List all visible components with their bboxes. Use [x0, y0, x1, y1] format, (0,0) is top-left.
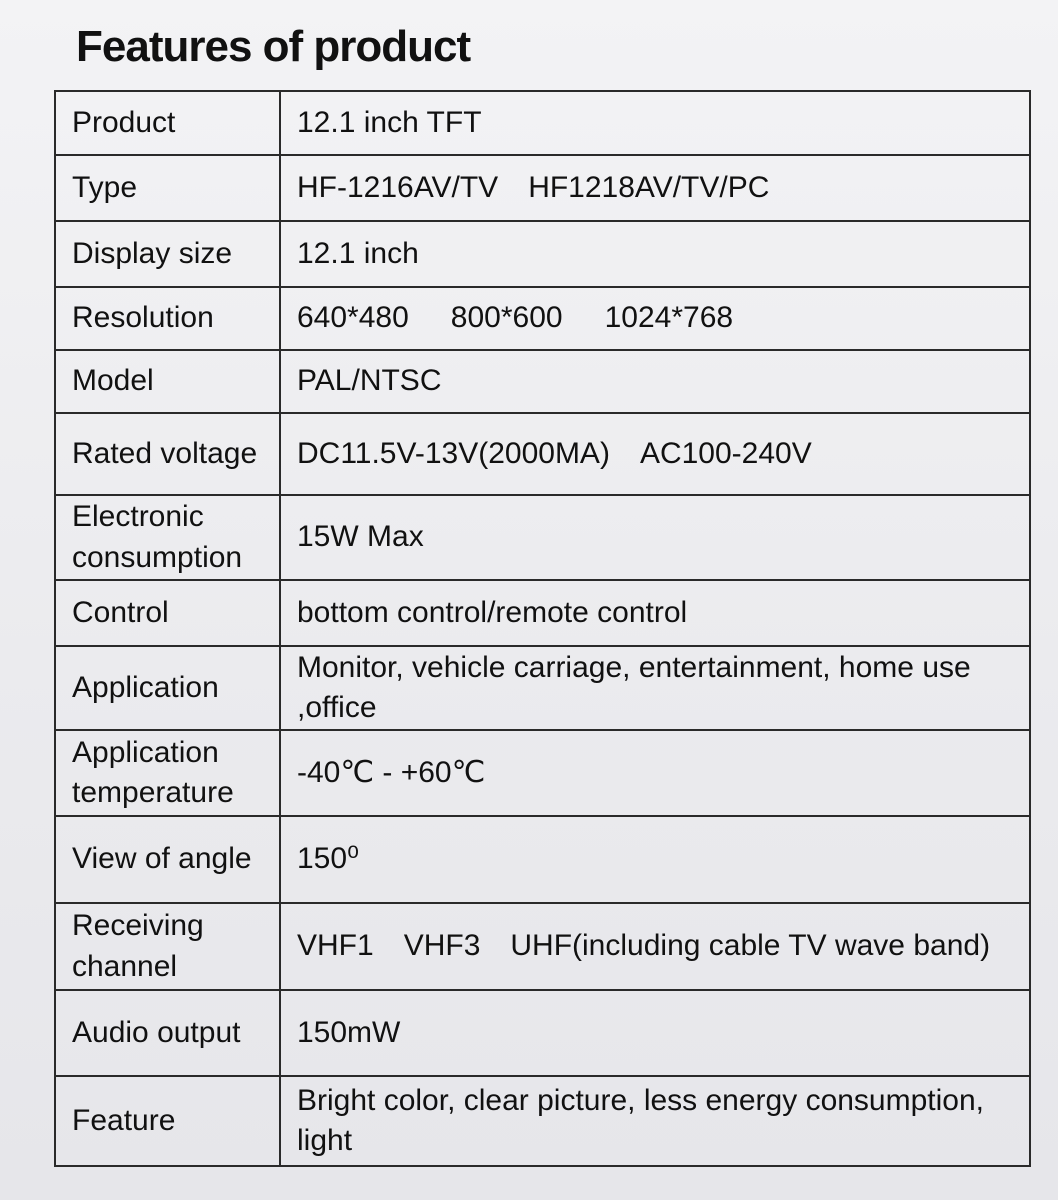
table-row	[55, 350, 1030, 413]
row-label: Application	[55, 646, 280, 730]
value-text: 1024*768	[604, 301, 734, 335]
table-row	[55, 287, 1030, 350]
row-label: Display size	[55, 221, 280, 287]
row-label: Resolution	[55, 287, 280, 350]
table-row	[55, 91, 1030, 155]
table-row	[55, 990, 1030, 1076]
value-text: 800*600	[450, 301, 563, 335]
row-value	[280, 816, 1030, 903]
value-text: 150mW	[297, 1015, 401, 1049]
value-text: 15W Max	[297, 520, 424, 554]
row-label: Feature	[55, 1076, 280, 1166]
value-text: DC11.5V-13V(2000MA)	[297, 436, 610, 470]
row-value	[280, 155, 1030, 221]
row-value	[280, 413, 1030, 495]
row-value	[280, 91, 1030, 155]
table-row	[55, 413, 1030, 495]
row-label: Application temperature	[55, 730, 280, 816]
value-text: HF1218AV/TV/PC	[528, 170, 770, 204]
row-value	[280, 646, 1030, 730]
value-text: Bright color, clear picture, less energy consumption, light	[297, 1083, 984, 1157]
row-label: View of angle	[55, 816, 280, 903]
value-text: AC100-240V	[639, 436, 812, 470]
row-value	[280, 903, 1030, 990]
table-row	[55, 580, 1030, 646]
value-text: 150⁰	[297, 842, 360, 876]
row-label: Receiving channel	[55, 903, 280, 990]
row-value	[280, 730, 1030, 816]
row-label: Type	[55, 155, 280, 221]
table-row	[55, 816, 1030, 903]
value-text: PAL/NTSC	[297, 364, 442, 398]
value-text: Monitor, vehicle carriage, entertainment, home use ,office	[297, 650, 971, 724]
row-label: Control	[55, 580, 280, 646]
table-row	[55, 646, 1030, 730]
value-text: bottom control/remote control	[297, 595, 688, 629]
value-text: HF-1216AV/TV	[297, 170, 499, 204]
row-value	[280, 221, 1030, 287]
table-row	[55, 903, 1030, 990]
row-value	[280, 990, 1030, 1076]
table-row	[55, 495, 1030, 580]
value-text: 12.1 inch TFT	[297, 105, 482, 139]
value-text: UHF(including cable TV wave band)	[510, 929, 991, 963]
table-row	[55, 221, 1030, 287]
row-label: Product	[55, 91, 280, 155]
row-value	[280, 350, 1030, 413]
features-table	[54, 90, 1031, 1167]
table-row	[55, 155, 1030, 221]
row-label: Model	[55, 350, 280, 413]
row-label: Rated voltage	[55, 413, 280, 495]
row-label: Electronic consumption	[55, 495, 280, 580]
page-title: Features of product	[76, 22, 471, 71]
row-value	[280, 287, 1030, 350]
row-value	[280, 580, 1030, 646]
row-value	[280, 1076, 1030, 1166]
value-text: VHF1	[297, 929, 374, 963]
value-text: -40℃ - +60℃	[297, 755, 486, 789]
value-text: VHF3	[403, 929, 481, 963]
row-value	[280, 495, 1030, 580]
table-row	[55, 1076, 1030, 1166]
row-label: Audio output	[55, 990, 280, 1076]
value-text: 12.1 inch	[297, 236, 419, 270]
value-text: 640*480	[297, 301, 409, 335]
table-row	[55, 730, 1030, 816]
